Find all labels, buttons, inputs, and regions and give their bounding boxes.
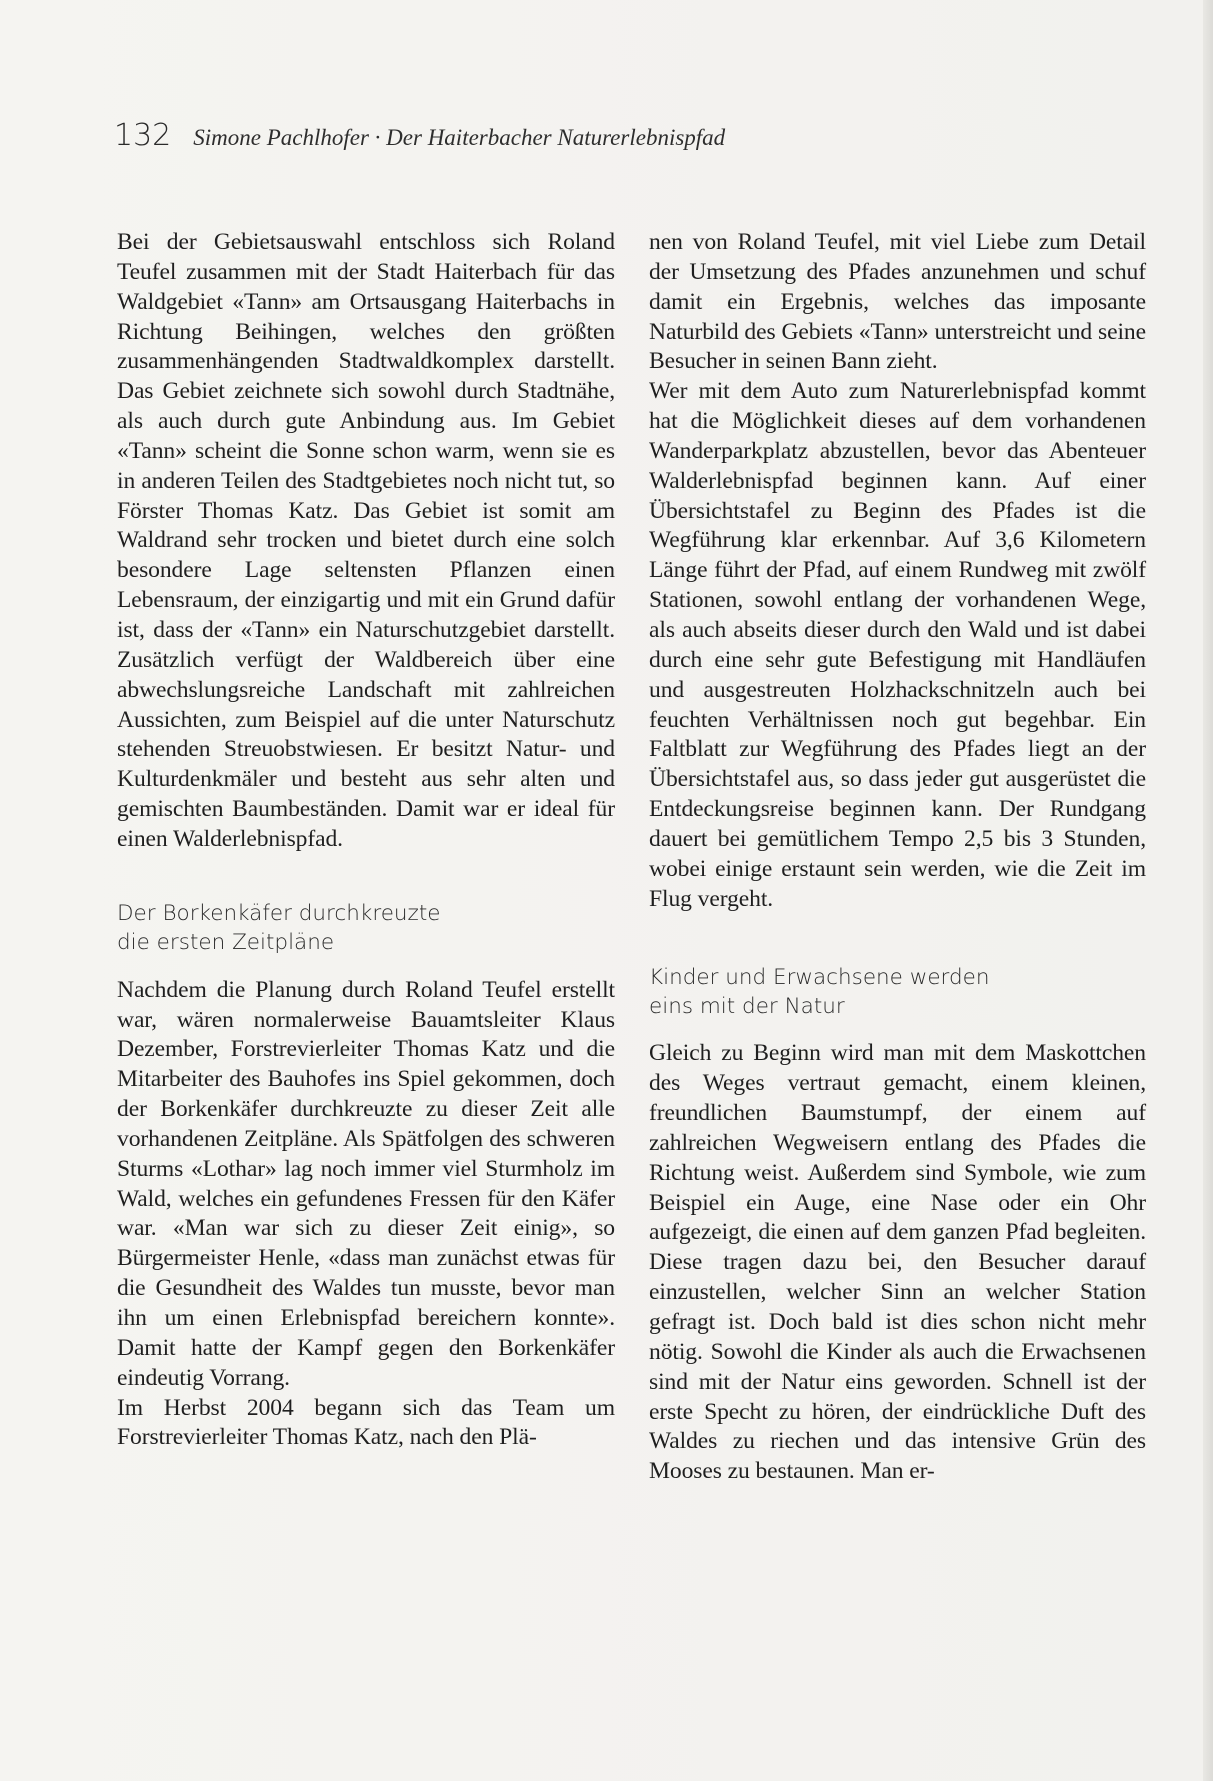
paragraph: Bei der Gebietsauswahl entschloss sich Roland Teufel zusammen mit der Stadt Haiterbach für das Waldgebiet «Tann» am Ortsausgang Haiterbachs in Richtung Beihingen, welches den größten zusammenhängenden Stadtwaldkomplex darstellt. Das Gebiet zeichnete sich sowohl durch Stadtnähe, als auch durch gute Anbindung aus. Im Gebiet «Tann» scheint die Sonne schon warm, wenn sie es in anderen Teilen des Stadtgebietes noch nicht tut, so Förster Thomas Katz. Das Gebiet ist somit am Waldrand sehr trocken und bietet durch eine solch besondere Lage seltensten Pflanzen einen Lebensraum, der einzigartig und mit ein Grund dafür ist, dass der «Tann» ein Naturschutzgebiet darstellt. Zusätzlich verfügt der Waldbereich über eine abwechslungsreiche Landschaft mit zahlreichen Aussichten, zum Beispiel auf die unter Naturschutz stehenden Streuobstwiesen. Er besitzt Natur- und Kulturdenkmäler und besteht aus sehr alten und gemischten Baumbeständen. Damit war er ideal für einen Walderlebnispfad.	[117, 229, 615, 852]
paragraph: nen von Roland Teufel, mit viel Liebe zum Detail der Umsetzung des Pfades anzunehmen und schuf damit ein Ergebnis, welches das imposante Naturbild des Gebiets «Tann» unterstreicht und seine Besucher in seinen Bann zieht.	[649, 229, 1146, 375]
heading-line: eins mit der Natur	[649, 994, 845, 1020]
page-edge-shadow	[1203, 0, 1213, 1781]
right-column	[649, 228, 1146, 1487]
section-heading-kinder	[649, 963, 1146, 1021]
heading-line: Der Borkenkäfer durchkreuzte	[117, 900, 441, 926]
page-number: 132	[114, 118, 172, 153]
paragraph: Nachdem die Planung durch Roland Teufel erstellt war, wären normalerweise Bauamtsleiter Klaus Dezember, Forstrevierleiter Thomas Katz und die Mitarbeiter des Bauhofes ins Spiel gekommen, doch der Borkenkäfer durchkreuzte zu dieser Zeit alle vorhandenen Zeitpläne. Als Spätfolgen des schweren Sturms «Lothar» lag noch immer viel Sturmholz im Wald, welches ein gefundenes Fressen für den Käfer war. «Man war sich zu dieser Zeit einig», so Bürgermeister Henle, «dass man zunächst etwas für die Gesundheit des Waldes tun musste, bevor man ihn um einen Erlebnispfad bereichern konnte». Damit hatte der Kampf gegen den Borkenkäfer eindeutig Vorrang.	[117, 976, 615, 1391]
running-head: Simone Pachlhofer · Der Haiterbacher Naturerlebnispfad	[193, 125, 726, 150]
page-header	[114, 118, 725, 158]
left-column	[117, 228, 615, 1453]
heading-line: die ersten Zeitpläne	[117, 929, 335, 955]
paragraph: Wer mit dem Auto zum Naturerlebnispfad kommt hat die Möglichkeit dieses auf dem vorhandenen Wanderparkplatz abzustellen, bevor das Abenteuer Walderlebnispfad beginnen kann. Auf einer Übersichtstafel zu Beginn des Pfades ist die Wegführung klar erkennbar. Auf 3,6 Kilometern Länge führt der Pfad, auf einem Rundweg mit zwölf Stationen, sowohl entlang der vorhandenen Wege, als auch abseits dieser durch den Wald und ist dabei durch eine sehr gute Befestigung mit Handläufen und ausgestreuten Holzhackschnitzeln auch bei feuchten Verhältnissen noch gut begehbar. Ein Faltblatt zur Wegführung des Pfades liegt an der Übersichtstafel aus, so dass jeder gut ausgerüstet die Entdeckungsreise beginnen kann. Der Rundgang dauert bei gemütlichem Tempo 2,5 bis 3 Stunden, wobei einige erstaunt sein werden, wie die Zeit im Flug vergeht.	[649, 378, 1146, 912]
paragraph: Gleich zu Beginn wird man mit dem Maskottchen des Weges vertraut gemacht, einem kleinen, freundlichen Baumstumpf, der einem auf zahlreichen Wegweisern entlang des Pfades die Richtung weist. Außerdem sind Symbole, wie zum Beispiel ein Auge, eine Nase oder ein Ohr aufgezeigt, die einen auf dem ganzen Pfad begleiten. Diese tragen dazu bei, den Besucher darauf einzustellen, welcher Sinn an welcher Station gefragt ist. Doch bald ist dies schon nicht mehr nötig. Sowohl die Kinder als auch die Erwachsenen sind mit der Natur eins geworden. Schnell ist der erste Specht zu hören, der eindrückliche Duft des Waldes zu riechen und das intensive Grün des Mooses zu bestaunen. Man er-	[649, 1040, 1146, 1485]
heading-line: Kinder und Erwachsene werden	[649, 965, 990, 991]
paragraph: Im Herbst 2004 begann sich das Team um Forstrevierleiter Thomas Katz, nach den Plä-	[117, 1394, 615, 1451]
section-heading-borkenkaefer	[117, 899, 615, 957]
